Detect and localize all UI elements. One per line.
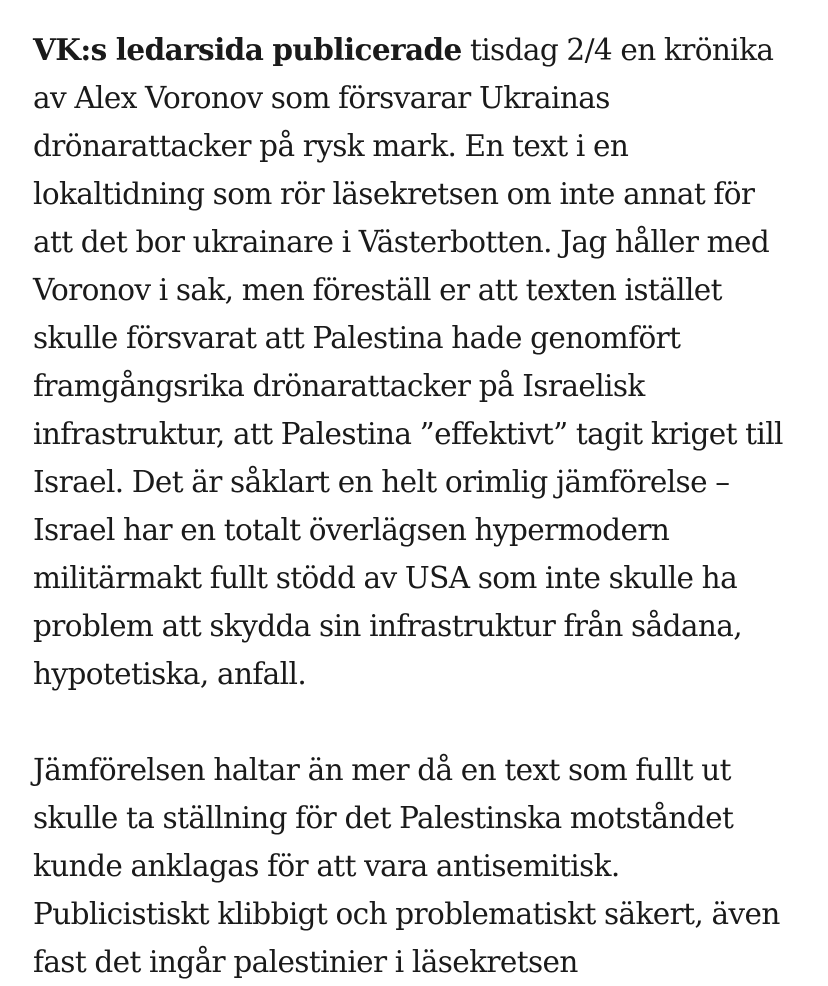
paragraph-1: [33, 26, 803, 698]
paragraph-line: militärmakt fullt stödd av USA som inte skulle ha: [33, 561, 738, 595]
paragraph-line: fast det ingår palestinier i läsekretsen: [33, 945, 578, 979]
paragraph-line: att det bor ukrainare i Västerbotten. Jag håller med: [33, 225, 770, 259]
paragraph-line: infrastruktur, att Palestina ”effektivt” tagit kriget till: [33, 417, 783, 451]
paragraph-2: [33, 746, 803, 986]
paragraph-line: Voronov i sak, men föreställ er att texten istället: [33, 273, 722, 307]
paragraph-line: drönarattacker på rysk mark. En text i en: [33, 129, 629, 163]
article-body: [33, 26, 803, 986]
paragraph-line: kunde anklagas för att vara antisemitisk.: [33, 849, 620, 883]
paragraph-line: Israel har en totalt överlägsen hypermodern: [33, 513, 670, 547]
paragraph-line: Jämförelsen haltar än mer då en text som fullt ut: [33, 753, 731, 787]
paragraph-line: lokaltidning som rör läsekretsen om inte annat för: [33, 177, 755, 211]
paragraph-line: skulle försvarat att Palestina hade genomfört: [33, 321, 681, 355]
paragraph-line: Israel. Det är såklart en helt orimlig jämförelse –: [33, 465, 730, 499]
paragraph-line: hypotetiska, anfall.: [33, 657, 307, 691]
paragraph-line: Publicistiskt klibbigt och problematiskt säkert, även: [33, 897, 780, 931]
lead-text: VK:s ledarsida publicerade: [33, 32, 462, 67]
paragraph-line: [33, 26, 803, 74]
paragraph-line-text: tisdag 2/4 en krönika: [461, 33, 774, 67]
paragraph-line: framgångsrika drönarattacker på Israelisk: [33, 369, 645, 403]
paragraph-line: av Alex Voronov som försvarar Ukrainas: [33, 81, 610, 115]
paragraph-line: skulle ta ställning för det Palestinska motståndet: [33, 801, 734, 835]
paragraph-line: problem att skydda sin infrastruktur från sådana,: [33, 609, 743, 643]
